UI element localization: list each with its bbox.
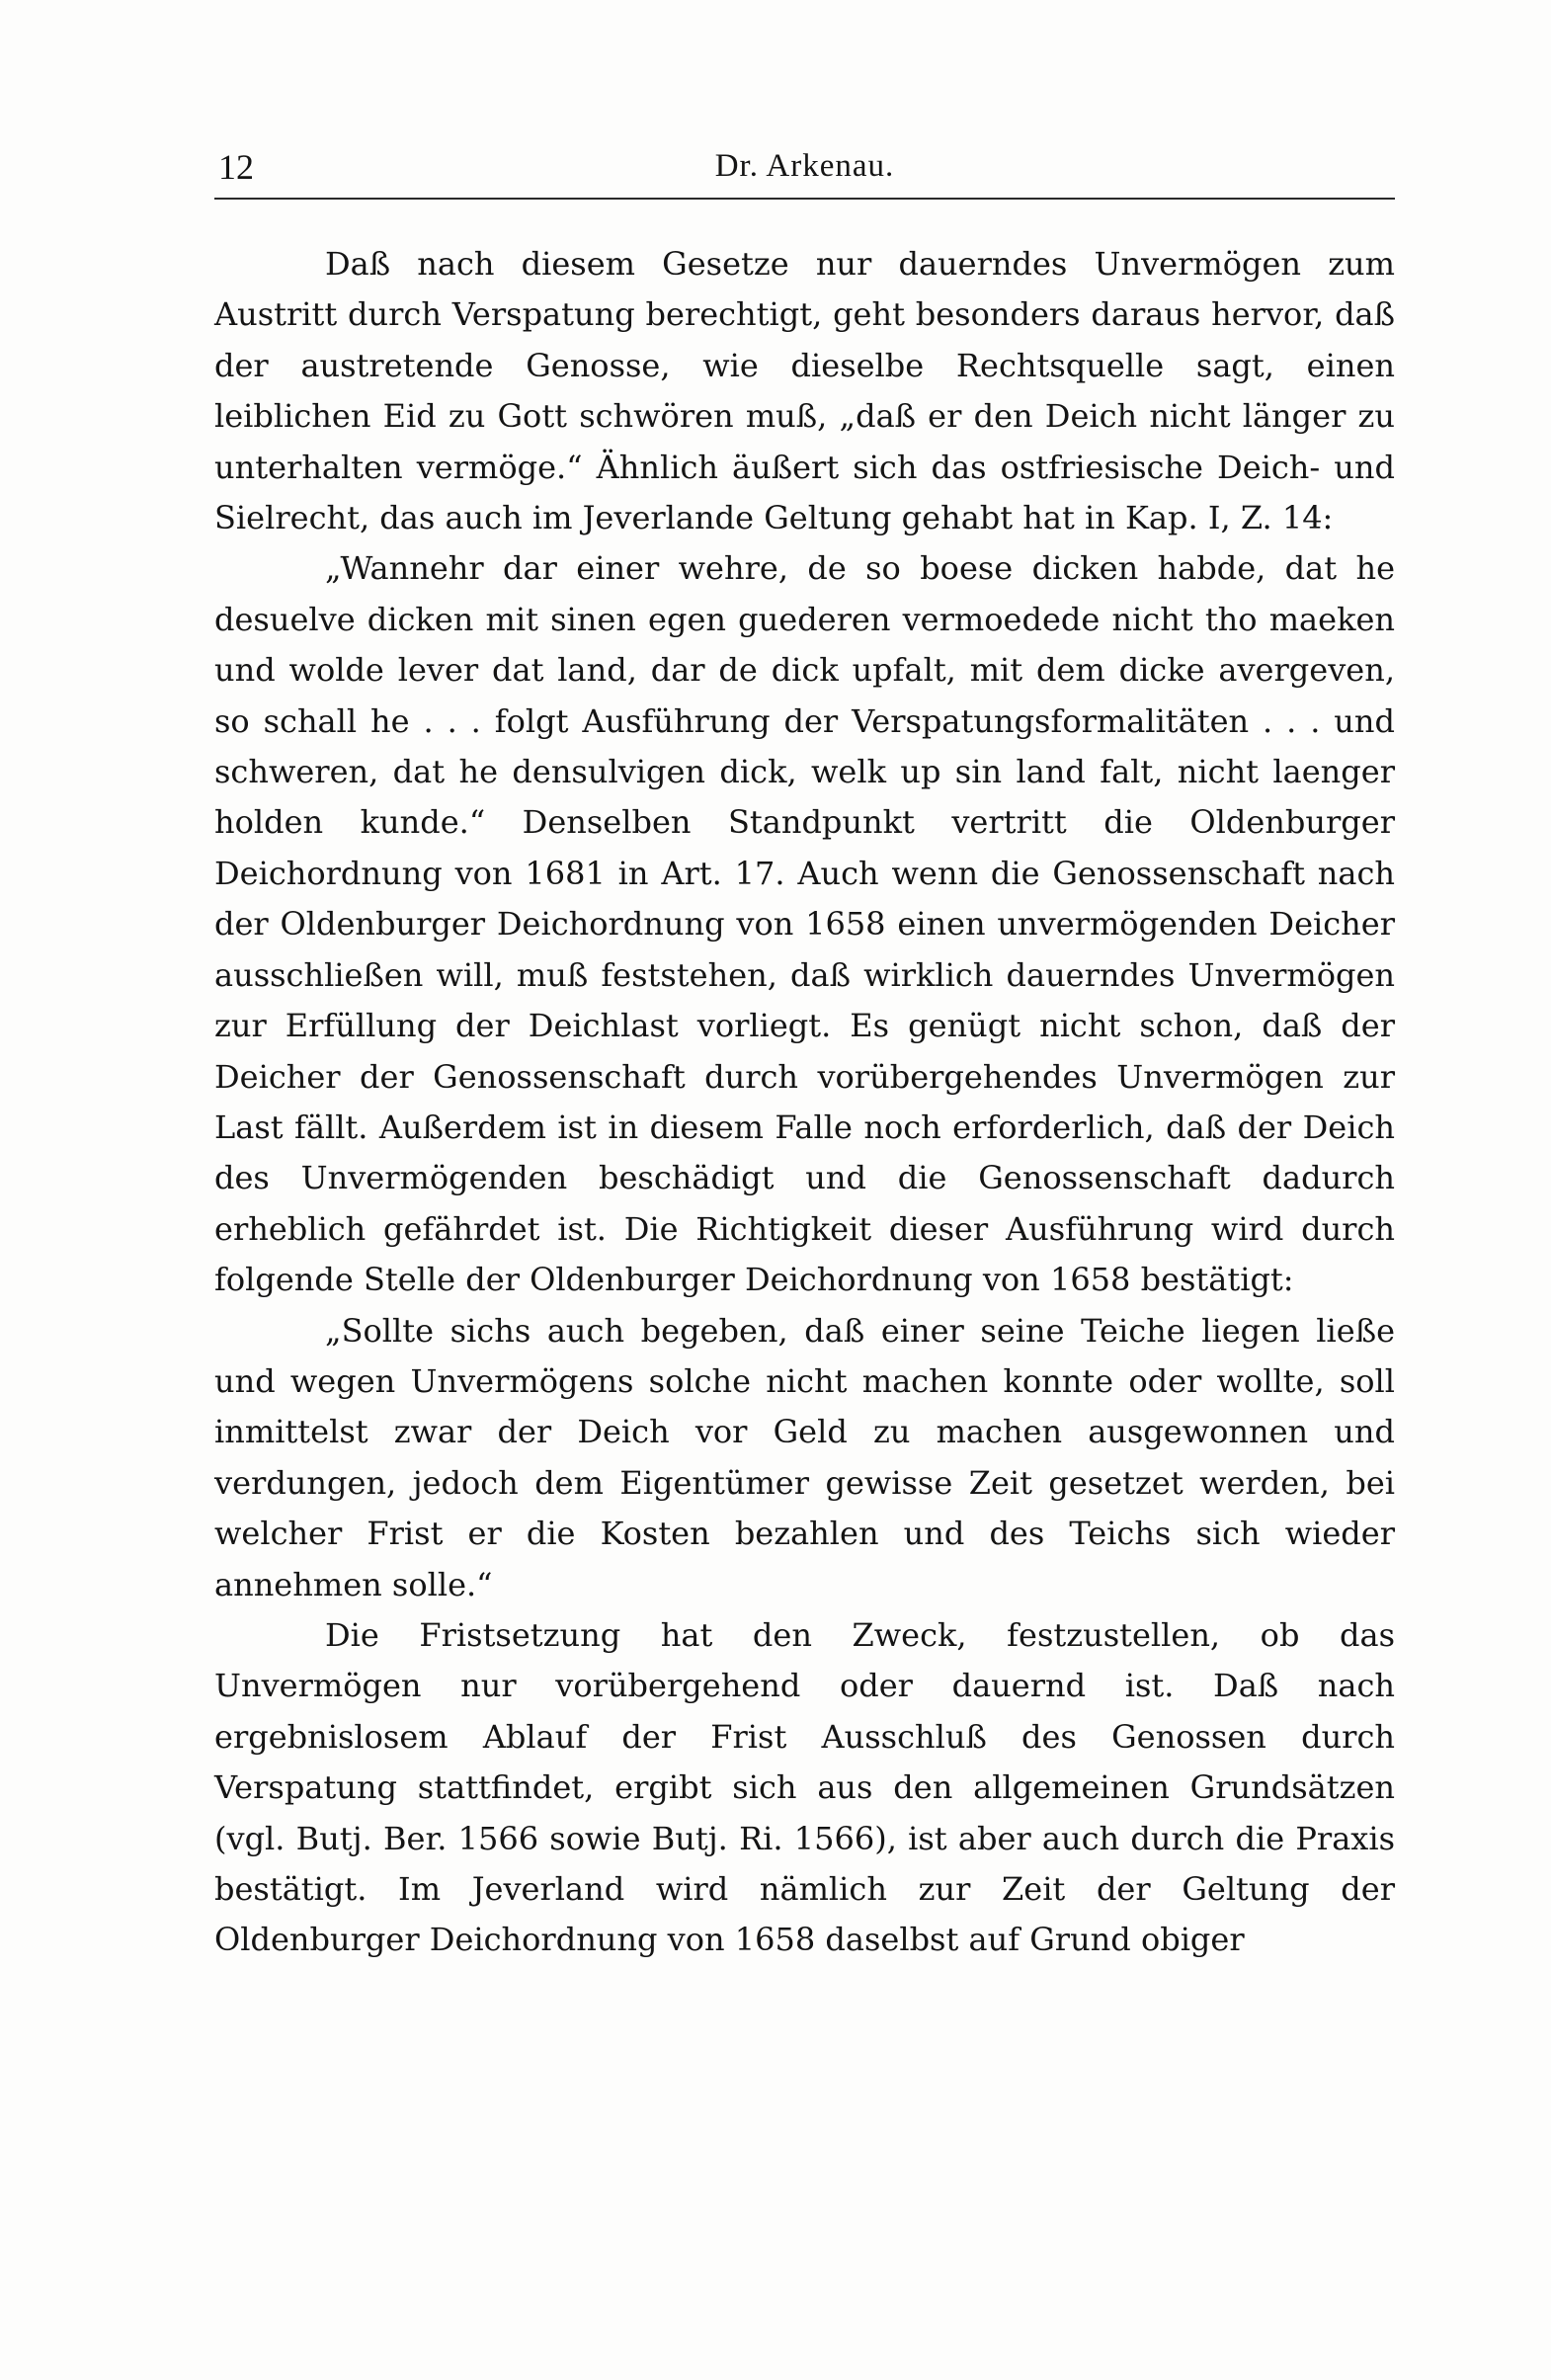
body-text [214, 239, 1395, 1966]
quote-paragraph: „Wannehr dar einer wehre, de so boese dicken habde, dat he desuelve dicken mit sinen egen guederen vermoedede nicht tho maeken und wolde lever dat land, dar de dick upfalt, mit dem dicke avergeven, so schall he . . . folgt Ausführung der Verspatungsformalitäten . . . und schweren, dat he densulvigen dick, welk up sin land falt, nicht laenger holden kunde.“ Denselben Standpunkt vertritt die Oldenburger Deichordnung von 1681 in Art. 17. Auch wenn die Genossenschaft nach der Oldenburger Deichordnung von 1658 einen unvermögenden Deicher ausschließen will, muß feststehen, daß wirklich dauerndes Unvermögen zur Erfüllung der Deichlast vorliegt. Es genügt nicht schon, daß der Deicher der Genossenschaft durch vorübergehendes Unvermögen zur Last fällt. Außerdem ist in diesem Falle noch erforderlich, daß der Deich des Unvermögenden beschädigt und die Genossenschaft dadurch erheblich gefährdet ist. Die Richtigkeit dieser Ausführung wird durch folgende Stelle der Oldenburger Deichordnung von 1658 bestätigt: [214, 549, 1395, 1299]
paragraph: Die Fristsetzung hat den Zweck, festzustellen, ob das Unvermögen nur vorübergehend oder dauernd ist. Daß nach ergebnislosem Ablauf der Frist Ausschluß des Genossen durch Verspatung stattfindet, ergibt sich aus den allgemeinen Grundsätzen (vgl. Butj. Ber. 1566 sowie Butj. Ri. 1566), ist aber auch durch die Praxis bestätigt. Im Jeverland wird nämlich zur Zeit der Geltung der Oldenburger Deichordnung von 1658 daselbst auf Grund obiger [214, 1615, 1395, 1959]
quote-paragraph: „Sollte sichs auch begeben, daß einer seine Teiche liegen ließe und wegen Unvermögens solche nicht machen konnte oder wollte, soll inmittelst zwar der Deich vor Geld zu machen ausgewonnen und verdungen, jedoch dem Eigentümer gewisse Zeit gesetzet werden, bei welcher Frist er die Kosten bezahlen und des Teichs sich wieder annehmen solle.“ [214, 1311, 1395, 1603]
page-number: 12 [218, 147, 254, 187]
page-header [214, 146, 1395, 192]
paragraph: Daß nach diesem Gesetze nur dauerndes Unvermögen zum Austritt durch Verspatung berechtigt, geht besonders daraus hervor, daß der austretende Genosse, wie dieselbe Rechtsquelle sagt, einen leiblichen Eid zu Gott schwören muß, „daß er den Deich nicht länger zu unterhalten vermöge.“ Ähnlich äußert sich das ostfriesische Deich- und Sielrecht, das auch im Jeverlande Geltung gehabt hat in Kap. I, Z. 14: [214, 245, 1395, 537]
header-rule [214, 198, 1395, 200]
running-head: Dr. Arkenau. [714, 148, 895, 184]
